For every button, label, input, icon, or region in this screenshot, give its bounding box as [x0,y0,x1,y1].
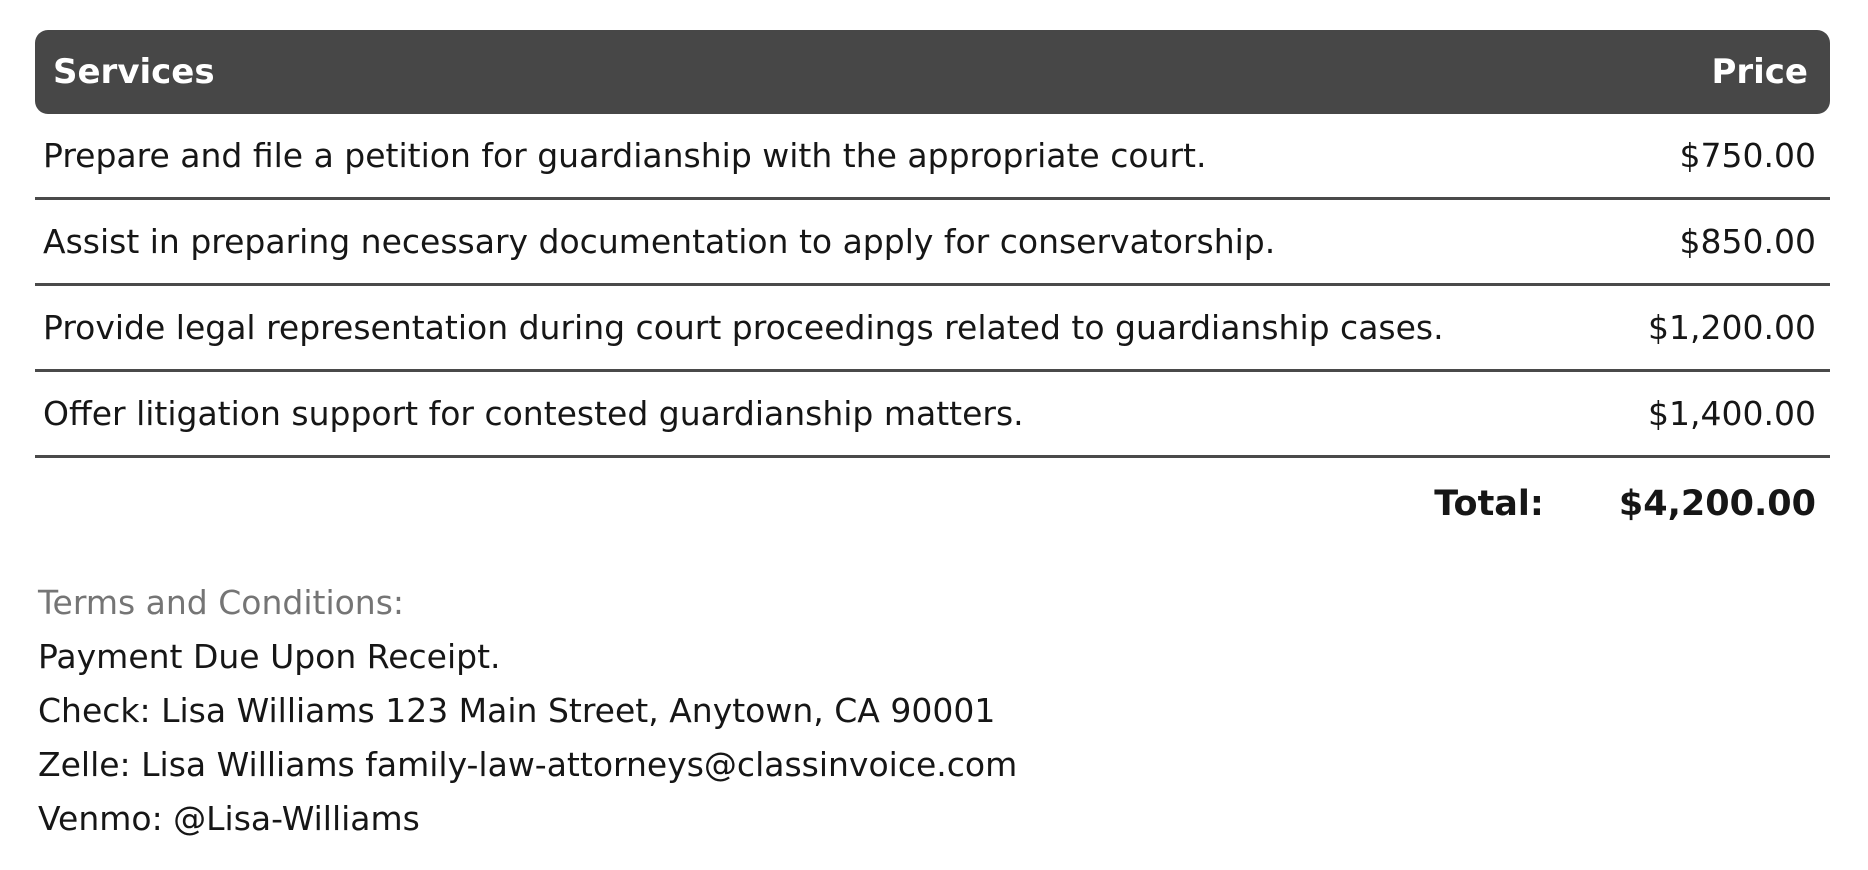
table-row [35,114,1830,200]
service-price: $850.00 [1679,222,1816,261]
table-header [35,30,1830,114]
service-price: $1,200.00 [1648,308,1816,347]
terms-section [35,576,1830,846]
total-row [35,458,1830,550]
table-body [35,114,1830,458]
service-description: Offer litigation support for contested guardianship matters. [43,394,1024,433]
terms-line: Check: Lisa Williams 123 Main Street, Anytown, CA 90001 [38,691,996,730]
terms-line: Payment Due Upon Receipt. [38,637,501,676]
terms-heading: Terms and Conditions: [38,583,405,622]
terms-lines [38,630,1830,846]
table-row [35,286,1830,372]
column-header-services: Services [53,52,215,92]
services-table [35,30,1830,550]
table-row [35,372,1830,458]
terms-line: Venmo: @Lisa-Williams [38,799,420,838]
service-description: Provide legal representation during court proceedings related to guardianship cases. [43,308,1444,347]
service-description: Assist in preparing necessary documentation to apply for conservatorship. [43,222,1276,261]
service-description: Prepare and file a petition for guardianship with the appropriate court. [43,136,1207,175]
service-price: $750.00 [1679,136,1816,175]
table-row [35,200,1830,286]
service-price: $1,400.00 [1648,394,1816,433]
total-value: $4,200.00 [1618,484,1816,524]
terms-line: Zelle: Lisa Williams family-law-attorneys@classinvoice.com [38,745,1018,784]
total-label: Total: [1434,484,1544,524]
column-header-price: Price [1711,52,1808,92]
